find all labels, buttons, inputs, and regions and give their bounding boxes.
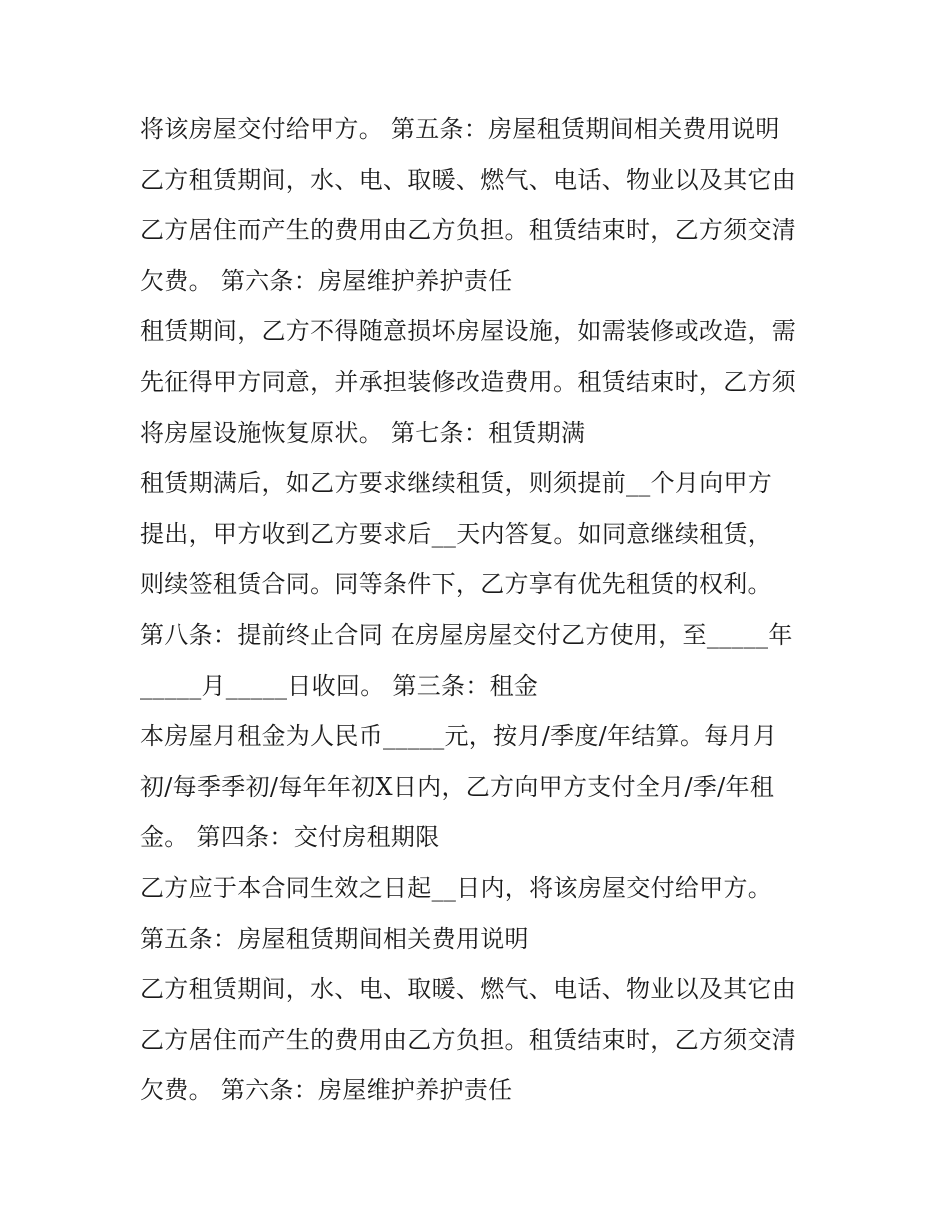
text-line-13: 本房屋月租金为人民币_____元，按月/季度/年结算。每月月: [140, 722, 778, 751]
text-line-5: 租赁期间，乙方不得随意损坏房屋设施，如需装修或改造，需: [140, 317, 797, 346]
text-line-6: 先征得甲方同意，并承担装修改造费用。租赁结束时，乙方须: [140, 367, 797, 396]
text-line-14: 初/每季季初/每年年初X日内，乙方向甲方支付全月/季/年租: [140, 772, 775, 801]
text-line-3: 乙方居住而产生的费用由乙方负担。租赁结束时，乙方须交清: [140, 216, 797, 245]
text-line-4: 欠费。 第六条：房屋维护养护责任: [140, 266, 513, 295]
text-line-2: 乙方租赁期间，水、电、取暖、燃气、电话、物业以及其它由: [140, 165, 797, 194]
text-line-12: _____月_____日收回。 第三条：租金: [140, 671, 539, 700]
text-line-7: 将房屋设施恢复原状。 第七条：租赁期满: [140, 418, 586, 447]
text-line-17: 第五条：房屋租赁期间相关费用说明: [140, 924, 529, 953]
text-line-1: 将该房屋交付给甲方。 第五条：房屋租赁期间相关费用说明: [140, 115, 780, 143]
text-line-16: 乙方应于本合同生效之日起__日内，将该房屋交付给甲方。: [140, 873, 773, 902]
contract-text: [140, 104, 830, 1116]
text-line-11: 第八条：提前终止合同 在房屋房屋交付乙方使用，至_____年: [140, 620, 793, 649]
text-line-19: 乙方居住而产生的费用由乙方负担。租赁结束时，乙方须交清: [140, 1025, 797, 1054]
text-line-18: 乙方租赁期间，水、电、取暖、燃气、电话、物业以及其它由: [140, 975, 797, 1004]
text-line-15: 金。 第四条：交付房租期限: [140, 823, 440, 852]
text-line-8: 租赁期满后，如乙方要求继续租赁，则须提前__个月向甲方: [140, 469, 773, 498]
text-line-9: 提出，甲方收到乙方要求后__天内答复。如同意继续租赁，: [140, 519, 773, 548]
text-line-20: 欠费。 第六条：房屋维护养护责任: [140, 1076, 513, 1105]
text-line-10: 则续签租赁合同。同等条件下，乙方享有优先租赁的权利。: [140, 570, 772, 599]
